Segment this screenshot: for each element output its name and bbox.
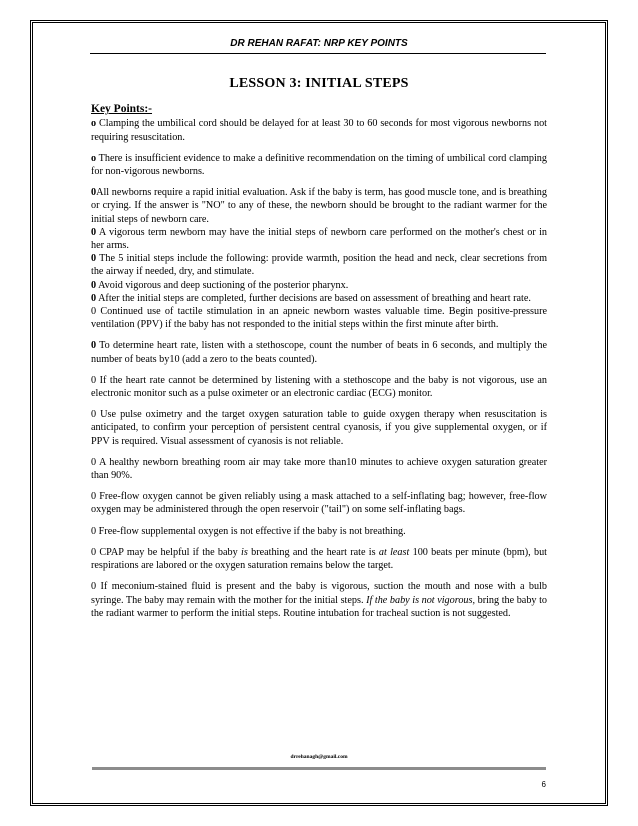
paragraph-text: Free-flow supplemental oxygen is not effective if the baby is not breathing. — [96, 525, 406, 537]
paragraph-text: If the heart rate cannot be determined by listening with a stethoscope and the baby is not vigorous, use an electronic monitor such as a pulse oximeter or an electronic cardiac (ECG) monitor. — [91, 374, 547, 400]
key-point-paragraph — [91, 580, 547, 620]
bullet-marker: o — [91, 118, 97, 130]
emphasis-text: at least — [378, 546, 410, 558]
paragraph-text: Free-flow oxygen cannot be given reliably using a mask attached to a self-inflating bag; however, free-flow oxygen may be administered through the open reservoir ("tail") on some self-inflating bags. — [91, 491, 547, 516]
page-number: 6 — [541, 780, 546, 789]
key-point-paragraph — [91, 374, 547, 400]
key-point-paragraph — [91, 226, 547, 252]
bullet-marker: 0 — [91, 409, 97, 421]
key-point-paragraph — [91, 339, 547, 365]
bullet-marker: 0 — [91, 340, 97, 352]
key-point-paragraph — [91, 252, 547, 278]
paragraph-text: breathing and the heart rate is — [247, 546, 379, 558]
paragraph-text: CPAP may be helpful if the baby — [96, 546, 242, 558]
paragraph-text: There is insufficient evidence to make a definitive recommendation on the timing of umbilical cord clamping for non-vigorous newborns. — [91, 152, 547, 178]
footer-divider — [92, 767, 546, 770]
paragraph-text: Continued use of tactile stimulation in an apneic newborn wastes valuable time. Begin positive-pressure ventilation (PPV) if the baby has not responded to the initial steps within the first minute after birth. — [91, 306, 547, 331]
key-points-heading: Key Points:- — [91, 103, 153, 116]
bullet-marker: 0 — [91, 279, 97, 291]
key-point-paragraph — [91, 279, 547, 292]
key-point-paragraph — [91, 456, 547, 482]
document-body — [91, 62, 547, 620]
key-point-paragraph — [91, 525, 547, 538]
paragraph-text: A healthy newborn breathing room air may take more than10 minutes to achieve oxygen saturation greater than 90%. — [91, 456, 547, 482]
paragraph-text: To determine heart rate, listen with a stethoscope, count the number of beats in 6 seconds, and multiply the number of beats by10 (add a zero to the beats counted). — [91, 340, 547, 365]
paragraph-text: 100 beats per minute (bpm), but respirations are labored or the oxygen saturation remains below the target. — [91, 546, 547, 572]
paragraph-text: Clamping the umbilical cord should be delayed for at least 30 to 60 seconds for most vigorous newborns not requiring resuscitation. — [91, 118, 547, 143]
paragraph-text: A vigorous term newborn may have the initial steps of newborn care performed on the mother's chest or in her arms. — [91, 226, 547, 252]
paragraph-text: If meconium-stained fluid is present and the baby is vigorous, suction the mouth and nose with a bulb syringe. The baby may remain with the mother for the initial steps. — [91, 581, 547, 606]
key-point-paragraph — [91, 546, 547, 572]
bullet-marker: o — [91, 152, 97, 164]
emphasis-text: is — [241, 546, 248, 558]
paragraph-text: The 5 initial steps include the following: provide warmth, position the head and neck, clear secretions from the airway if needed, dry, and stimulate. — [91, 253, 547, 278]
key-point-paragraph — [91, 292, 547, 305]
key-point-paragraph — [91, 117, 547, 143]
bullet-marker: 0 — [91, 525, 97, 537]
paragraph-text: Use pulse oximetry and the target oxygen saturation table to guide oxygen therapy when resuscitation is anticipated, to confirm your perception of persistent central cyanosis, if you give supplemental oxygen, or if PPV is required. Visual assessment of cyanosis is not reliable. — [91, 409, 547, 447]
paragraph-text: Avoid vigorous and deep suctioning of the posterior pharynx. — [96, 279, 349, 291]
bullet-marker: 0 — [91, 187, 97, 199]
bullet-marker: 0 — [91, 374, 97, 386]
bullet-marker: 0 — [91, 581, 97, 593]
key-point-paragraph — [91, 186, 547, 226]
paragraph-text: All newborns require a rapid initial evaluation. Ask if the baby is term, has good muscle tone, and is breathing or crying. If the answer is "NO" to any of these, the newborn should be brought to the radiant warmer for the initial steps of newborn care. — [91, 187, 547, 225]
paragraph-text: After the initial steps are completed, further decisions are based on assessment of breathing and heart rate. — [96, 292, 531, 304]
paragraph-text: bring the baby to the radiant warmer to perform the initial steps. Routine intubation for tracheal suction is not suggested. — [91, 594, 548, 619]
bullet-marker: 0 — [91, 292, 97, 304]
emphasis-text: If the baby is not vigorous, — [366, 594, 476, 606]
bullet-marker: 0 — [91, 456, 97, 468]
header-divider — [90, 53, 546, 54]
lesson-title: LESSON 3: INITIAL STEPS — [229, 76, 409, 91]
bullet-marker: 0 — [91, 546, 97, 558]
key-point-paragraph — [91, 408, 547, 448]
bullet-marker: 0 — [91, 306, 97, 318]
key-point-paragraph — [91, 305, 547, 331]
footer-email: drrehanagh@gmail.com — [290, 754, 348, 760]
bullet-marker: 0 — [91, 226, 97, 238]
key-point-paragraph — [91, 490, 547, 516]
bullet-marker: 0 — [91, 253, 97, 265]
bullet-marker: 0 — [91, 491, 97, 503]
key-point-paragraph — [91, 152, 547, 178]
running-header: DR REHAN RAFAT: NRP KEY POINTS — [230, 38, 408, 49]
